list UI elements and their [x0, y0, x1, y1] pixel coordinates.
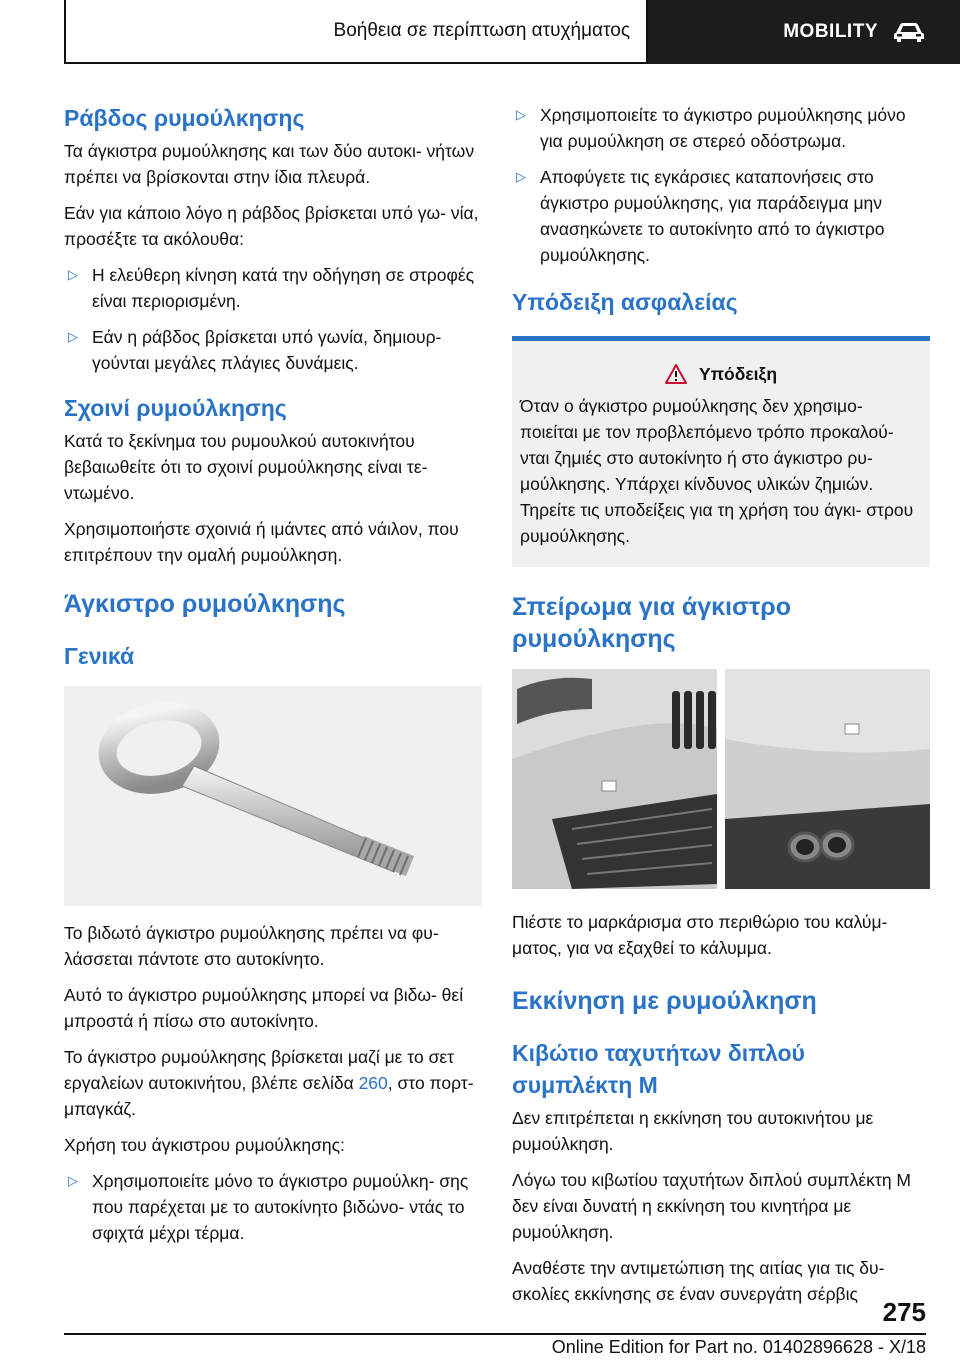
bullet-triangle-icon: ▷: [68, 1173, 78, 1188]
notice-text: Όταν ο άγκιστρο ρυμούλκησης δεν χρησιμο‐ ποιείται με τον προβλεπόμενο τρόπο προκαλού‐ νται ζημιές στο αυτοκίνητο ή στο άγκιστρο ρυ‐ μούλκησης. Υπάρχει κίνδυνος υλικών ζημιών. Τηρείτε τις υποδείξεις για τη χρήση του άγκι‐ στρου ρυμούλκησης.: [520, 396, 914, 546]
notice-title: Υπόδειξη: [520, 361, 922, 387]
heading-safety-note: Υπόδειξη ασφαλείας: [512, 289, 738, 315]
section-title-box: [64, 0, 648, 64]
paragraph: Κατά το ξεκίνημα του ρυμουλκού αυτοκινήτου βεβαιωθείτε ότι το σχοινί ρυμούλκησης είναι τε‐ ντωμένο.: [64, 431, 428, 503]
car-icon: [892, 21, 926, 43]
tow-hook-image: [64, 686, 482, 906]
footer-divider: [64, 1333, 926, 1335]
bullet-triangle-icon: ▷: [516, 107, 526, 122]
safety-notice-box: [512, 336, 930, 567]
heading-tow-start: Εκκίνηση με ρυμούλκηση: [512, 987, 817, 1015]
edition-text: Online Edition for Part no. 01402896628 - X/18: [551, 1337, 926, 1357]
paragraph: Τα άγκιστρα ρυμούλκησης και των δύο αυτοκι‐ νήτων πρέπει να βρίσκονται στην ίδια πλευρά.: [64, 141, 475, 187]
paragraph: Δεν επιτρέπεται η εκκίνηση του αυτοκινήτου με ρυμούλκηση.: [512, 1108, 874, 1154]
heading-tow-hook: Άγκιστρο ρυμούλκησης: [64, 590, 346, 618]
heading-gearbox: Κιβώτιο ταχυτήτων διπλού συμπλέκτη Μ: [512, 1040, 805, 1098]
category-label: MOBILITY: [783, 21, 878, 42]
page-link[interactable]: 260: [358, 1073, 388, 1093]
paragraph: Αναθέστε την αντιμετώπιση της αιτίας για τις δυ‐ σκολίες εκκίνησης σε έναν συνεργάτη σέρβις: [512, 1258, 885, 1304]
warning-icon: [665, 364, 687, 384]
front-bumper-photo: [512, 669, 717, 889]
section-title: Βοήθεια σε περίπτωση ατυχήματος: [333, 20, 630, 41]
bullet-triangle-icon: ▷: [68, 267, 78, 282]
list-item: ▷ Χρησιμοποιείτε μόνο το άγκιστρο ρυμούλκη‐ σης που παρέχεται με το αυτοκίνητο βιδώνο‐ ντάς το σφιχτά μέχρι τέρμα.: [64, 1168, 482, 1246]
page-number: 275: [882, 1297, 926, 1327]
paragraph: Αυτό το άγκιστρο ρυμούλκησης μπορεί να βιδω‐ θεί μπροστά ή πίσω στο αυτοκίνητο.: [64, 985, 464, 1031]
paragraph: Λόγω του κιβωτίου ταχυτήτων διπλού συμπλέκτη Μ δεν είναι δυνατή η εκκίνηση του κινητήρα με ρυμούλκηση.: [512, 1170, 912, 1242]
category-tab: [648, 0, 960, 64]
right-column: [512, 102, 930, 1317]
paragraph: Χρήση του άγκιστρου ρυμούλκησης:: [64, 1135, 345, 1155]
heading-tow-rod: Ράβδος ρυμούλκησης: [64, 105, 305, 131]
heading-general: Γενικά: [64, 643, 135, 669]
paragraph: Το άγκιστρο ρυμούλκησης βρίσκεται μαζί με το σετ εργαλείων αυτοκινήτου, βλέπε σελίδα 260, στο πορτ-μπαγκάζ.: [64, 1047, 474, 1119]
paragraph: Εάν για κάποιο λόγο η ράβδος βρίσκεται υπό γω‐ νία, προσέξτε τα ακόλουθα:: [64, 203, 479, 249]
page-header: [64, 0, 960, 64]
list-item: ▷ Η ελεύθερη κίνηση κατά την οδήγηση σε στροφές είναι περιορισμένη.: [64, 262, 482, 314]
page-footer: [64, 1297, 926, 1359]
rear-bumper-photo: [725, 669, 930, 889]
paragraph: Χρησιμοποιήστε σχοινιά ή ιμάντες από νάιλον, που επιτρέπουν την ομαλή ρυμούλκηση.: [64, 519, 459, 565]
list-item: ▷ Εάν η ράβδος βρίσκεται υπό γωνία, δημιουρ‐ γούνται μεγάλες πλάγιες δυνάμεις.: [64, 324, 482, 376]
list-item: ▷ Αποφύγετε τις εγκάρσιες καταπονήσεις στο άγκιστρο ρυμούλκησης, για παράδειγμα μην ανασηκώνετε το αυτοκίνητο από το άγκιστρο ρυμούλκησης.: [512, 164, 930, 268]
paragraph: Πιέστε το μαρκάρισμα στο περιθώριο του καλύμ‐ ματος, για να εξαχθεί το κάλυμμα.: [512, 912, 888, 958]
heading-thread: Σπείρωμα για άγκιστρο ρυμούλκησης: [512, 593, 792, 653]
bullet-triangle-icon: ▷: [68, 329, 78, 344]
left-column: [64, 102, 482, 1256]
paragraph: Το βιδωτό άγκιστρο ρυμούλκησης πρέπει να φυ‐ λάσσεται πάντοτε στο αυτοκίνητο.: [64, 923, 439, 969]
bullet-triangle-icon: ▷: [516, 169, 526, 184]
bumper-photos: [512, 669, 930, 889]
heading-tow-rope: Σχοινί ρυμούλκησης: [64, 395, 287, 421]
list-item: ▷ Χρησιμοποιείτε το άγκιστρο ρυμούλκησης μόνο για ρυμούλκηση σε στερεό οδόστρωμα.: [512, 102, 930, 154]
tow-hook-illustration: [64, 686, 482, 906]
